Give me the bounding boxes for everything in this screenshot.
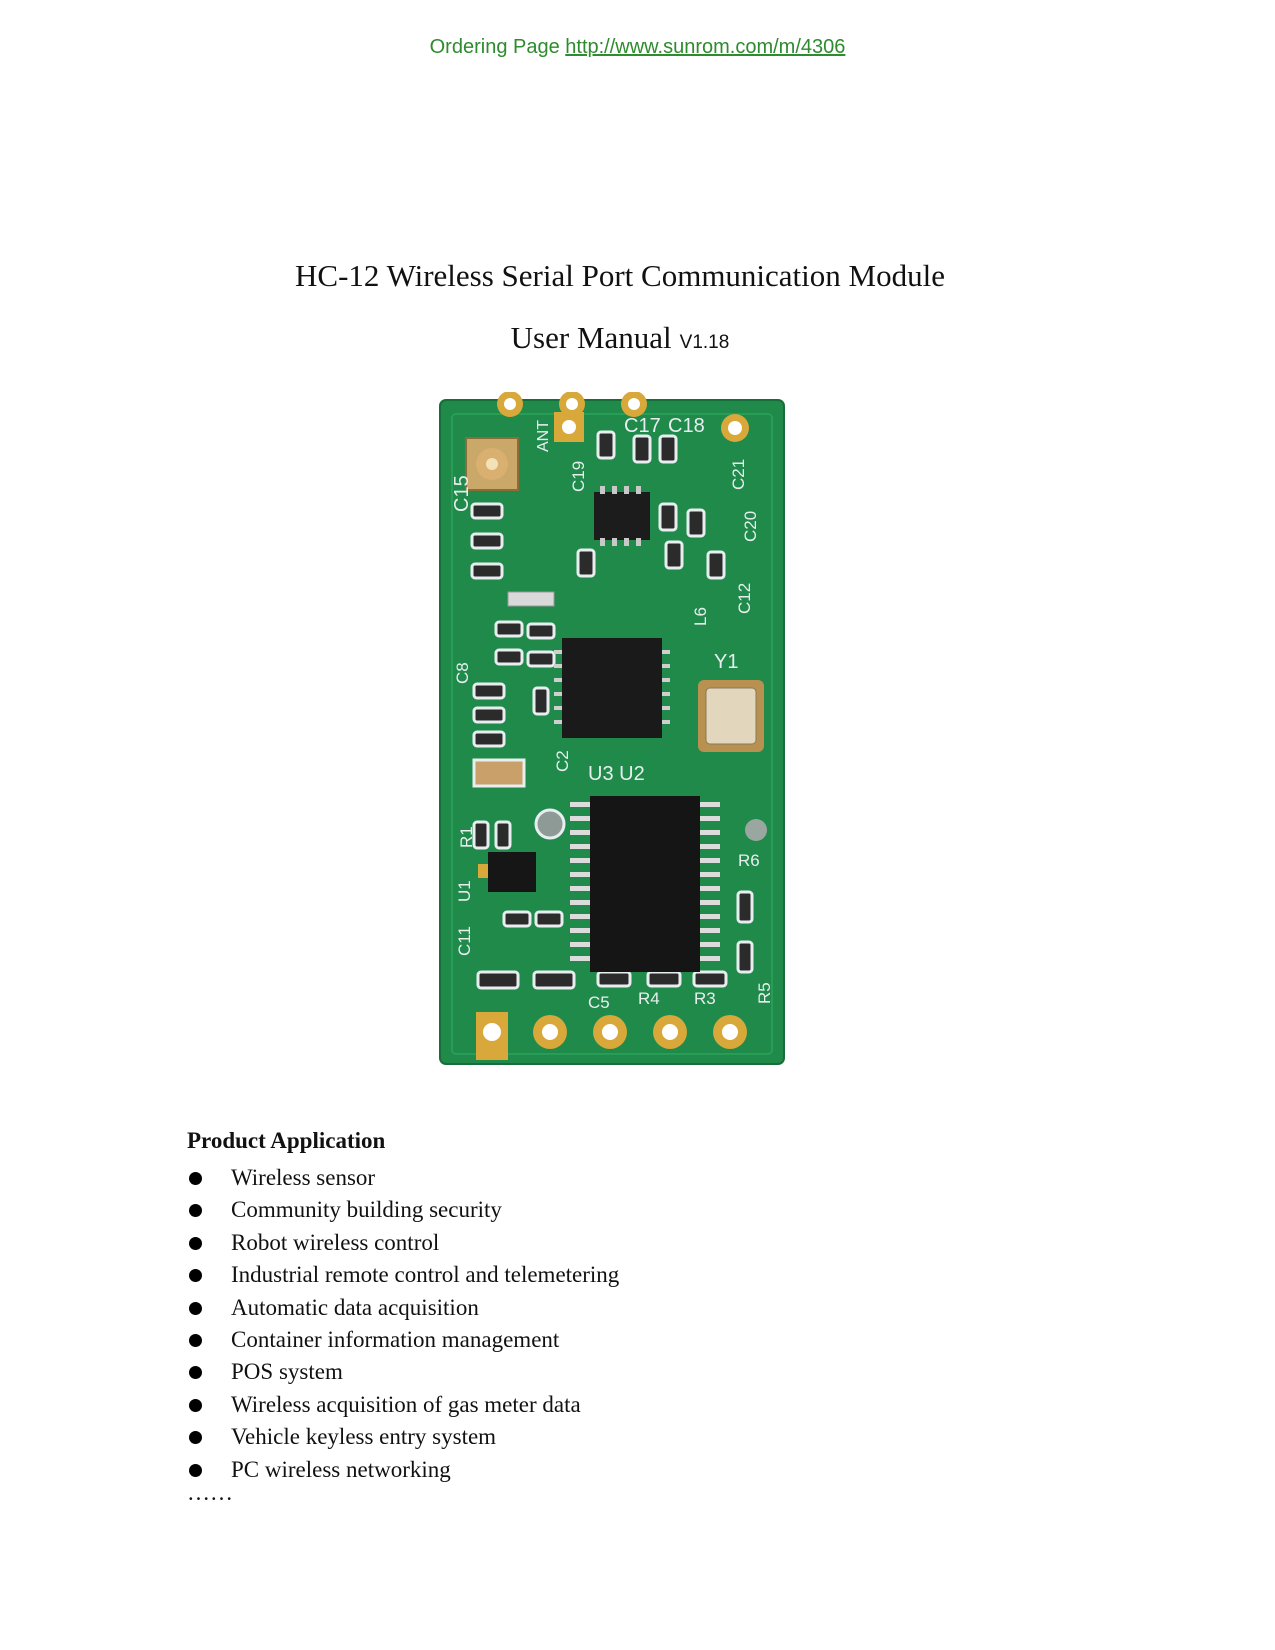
bullet-icon xyxy=(189,1464,202,1477)
list-item: Vehicle keyless entry system xyxy=(187,1421,619,1453)
label-l6: L6 xyxy=(691,607,710,626)
label-c12: C12 xyxy=(735,582,754,614)
ordering-page-link[interactable]: http://www.sunrom.com/m/4306 xyxy=(565,36,846,58)
bullet-icon xyxy=(189,1237,202,1250)
list-item: Robot wireless control xyxy=(187,1227,619,1259)
label-c19: C19 xyxy=(569,460,588,492)
list-item: Community building security xyxy=(187,1194,619,1226)
label-r4: R4 xyxy=(638,989,660,1008)
user-manual-label: User Manual xyxy=(510,320,672,355)
label-r5: R5 xyxy=(755,982,774,1004)
bullet-icon xyxy=(189,1399,202,1412)
list-item: Automatic data acquisition xyxy=(187,1292,619,1324)
label-c21: C21 xyxy=(729,458,748,490)
bullet-icon xyxy=(189,1334,202,1347)
bullet-icon xyxy=(189,1302,202,1315)
bullet-icon xyxy=(189,1366,202,1379)
list-item: Industrial remote control and telemetering xyxy=(187,1259,619,1291)
label-c18: C18 xyxy=(668,415,705,437)
label-c2: C2 xyxy=(553,750,572,772)
bullet-icon xyxy=(189,1204,202,1217)
label-c20: C20 xyxy=(741,510,760,542)
list-item: Container information management xyxy=(187,1324,619,1356)
label-c11: C11 xyxy=(455,926,474,956)
label-c5: C5 xyxy=(588,993,610,1012)
document-subtitle xyxy=(0,320,1240,356)
bullet-icon xyxy=(189,1269,202,1282)
label-r1: R1 xyxy=(457,826,476,848)
label-r6: R6 xyxy=(738,851,760,870)
list-item: PC wireless networking xyxy=(187,1454,619,1486)
version-label: V1.18 xyxy=(679,332,730,353)
list-continuation-ellipsis: …… xyxy=(187,1480,233,1505)
bullet-icon xyxy=(189,1172,202,1185)
hc12-module-photo xyxy=(438,392,790,1070)
label-y1: Y1 xyxy=(714,651,739,673)
list-item: Wireless sensor xyxy=(187,1162,619,1194)
ordering-page-label: Ordering Page xyxy=(429,36,560,58)
label-r3: R3 xyxy=(694,989,716,1008)
bullet-icon xyxy=(189,1431,202,1444)
label-u1: U1 xyxy=(455,880,474,902)
product-application-heading: Product Application xyxy=(187,1128,386,1153)
label-c17: C17 xyxy=(624,415,661,437)
list-item: Wireless acquisition of gas meter data xyxy=(187,1389,619,1421)
label-u3u2: U3 U2 xyxy=(588,763,645,785)
list-item: POS system xyxy=(187,1356,619,1388)
document-title: HC-12 Wireless Serial Port Communication Module xyxy=(295,258,945,293)
label-c8: C8 xyxy=(453,662,472,684)
label-c15: C15 xyxy=(451,475,473,512)
ordering-page-line xyxy=(0,36,1275,59)
label-ant: ANT xyxy=(535,420,552,452)
application-list xyxy=(187,1162,619,1486)
